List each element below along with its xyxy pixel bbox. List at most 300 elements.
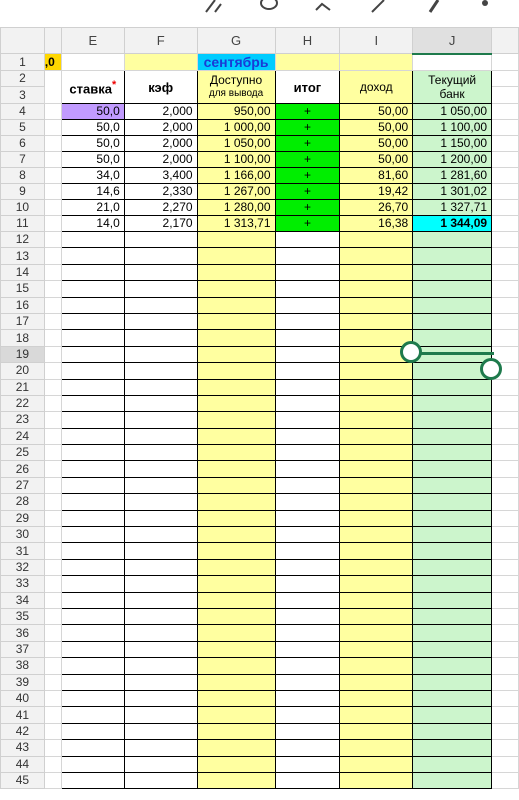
cell-k[interactable] [492, 707, 519, 723]
bank-cell[interactable] [413, 772, 492, 788]
stake-cell[interactable] [61, 772, 124, 788]
coef-cell[interactable] [124, 641, 197, 657]
coef-cell[interactable] [124, 625, 197, 641]
result-cell[interactable] [275, 707, 340, 723]
cell-d[interactable] [44, 445, 61, 461]
cell-k[interactable] [492, 104, 519, 120]
stake-cell[interactable]: 50,0 [61, 104, 124, 120]
cell-d[interactable] [44, 707, 61, 723]
selection-start-handle[interactable] [400, 341, 422, 363]
result-header[interactable] [275, 71, 340, 104]
result-cell[interactable] [275, 379, 340, 395]
cell-d[interactable] [44, 120, 61, 136]
result-cell[interactable]: + [275, 152, 340, 168]
cell-k[interactable] [492, 658, 519, 674]
cell-k[interactable] [492, 168, 519, 184]
cell-k[interactable] [492, 412, 519, 428]
row-header[interactable]: 5 [1, 120, 45, 136]
row-header[interactable]: 31 [1, 543, 45, 559]
stake-cell[interactable] [61, 428, 124, 444]
available-cell[interactable]: 1 000,00 [197, 120, 275, 136]
lasso-icon[interactable] [258, 0, 280, 14]
coef-cell[interactable]: 2,000 [124, 120, 197, 136]
row-header[interactable]: 43 [1, 740, 45, 756]
available-cell[interactable] [197, 723, 275, 739]
result-cell[interactable] [275, 494, 340, 510]
bank-header[interactable] [413, 71, 492, 104]
cell-d[interactable] [44, 740, 61, 756]
cell-k[interactable] [492, 330, 519, 346]
bank-cell[interactable] [413, 313, 492, 329]
cell-d[interactable] [44, 281, 61, 297]
cell-k[interactable] [492, 120, 519, 136]
highlighter-icon[interactable] [424, 0, 446, 14]
income-cell[interactable] [340, 625, 413, 641]
bank-cell[interactable]: 1 150,00 [413, 136, 492, 152]
available-cell[interactable] [197, 313, 275, 329]
cell-k[interactable] [492, 625, 519, 641]
available-cell[interactable]: 1 050,00 [197, 136, 275, 152]
row-header[interactable]: 41 [1, 707, 45, 723]
column-header-i[interactable]: I [340, 28, 413, 54]
income-cell[interactable] [340, 477, 413, 493]
available-cell[interactable] [197, 232, 275, 248]
result-cell[interactable] [275, 445, 340, 461]
coef-cell[interactable]: 2,170 [124, 216, 197, 232]
income-cell[interactable] [340, 559, 413, 575]
coef-cell[interactable] [124, 740, 197, 756]
stake-cell[interactable] [61, 690, 124, 706]
available-cell[interactable] [197, 625, 275, 641]
cell-k[interactable] [492, 200, 519, 216]
column-header-h[interactable]: H [275, 28, 340, 54]
cell-d[interactable] [44, 168, 61, 184]
available-cell[interactable]: 1 280,00 [197, 200, 275, 216]
bank-cell[interactable] [413, 576, 492, 592]
coef-cell[interactable] [124, 510, 197, 526]
stake-cell[interactable] [61, 297, 124, 313]
result-cell[interactable] [275, 330, 340, 346]
cell-k[interactable] [492, 674, 519, 690]
bank-cell[interactable] [413, 641, 492, 657]
corner-cell[interactable] [1, 28, 45, 54]
cell-d[interactable] [44, 559, 61, 575]
row-header[interactable]: 18 [1, 330, 45, 346]
bank-cell[interactable]: 1 200,00 [413, 152, 492, 168]
result-cell[interactable] [275, 248, 340, 264]
available-cell[interactable]: 1 100,00 [197, 152, 275, 168]
available-cell[interactable] [197, 297, 275, 313]
cell-k[interactable] [492, 641, 519, 657]
bank-cell[interactable] [413, 543, 492, 559]
coef-cell[interactable]: 2,000 [124, 104, 197, 120]
row-header[interactable]: 40 [1, 690, 45, 706]
coef-cell[interactable] [124, 543, 197, 559]
coef-cell[interactable] [124, 756, 197, 772]
result-cell[interactable] [275, 313, 340, 329]
row-header[interactable]: 2 [1, 71, 45, 87]
stake-cell[interactable]: 21,0 [61, 200, 124, 216]
cell-d[interactable] [44, 494, 61, 510]
available-cell[interactable] [197, 658, 275, 674]
available-cell[interactable] [197, 510, 275, 526]
cell-d[interactable] [44, 461, 61, 477]
bank-cell[interactable]: 1 344,09 [413, 216, 492, 232]
stake-cell[interactable]: 14,0 [61, 216, 124, 232]
stake-cell[interactable] [61, 412, 124, 428]
cell-k[interactable] [492, 723, 519, 739]
row-header[interactable]: 19 [1, 346, 45, 362]
available-cell[interactable]: 1 313,71 [197, 216, 275, 232]
row-header[interactable]: 8 [1, 168, 45, 184]
coef-cell[interactable] [124, 428, 197, 444]
stake-cell[interactable] [61, 510, 124, 526]
pencil-icon[interactable] [368, 0, 390, 14]
result-cell[interactable] [275, 412, 340, 428]
result-cell[interactable] [275, 510, 340, 526]
stake-cell[interactable] [61, 346, 124, 362]
available-cell[interactable] [197, 363, 275, 379]
bank-cell[interactable] [413, 658, 492, 674]
stake-cell[interactable] [61, 264, 124, 280]
coef-cell[interactable] [124, 330, 197, 346]
available-cell[interactable] [197, 412, 275, 428]
cell-k[interactable] [492, 772, 519, 788]
stake-cell[interactable] [61, 658, 124, 674]
cell-d[interactable] [44, 136, 61, 152]
row-header[interactable]: 10 [1, 200, 45, 216]
cell-k[interactable] [492, 428, 519, 444]
coef-cell[interactable] [124, 559, 197, 575]
row-header[interactable]: 33 [1, 576, 45, 592]
cell-k[interactable] [492, 152, 519, 168]
month-label[interactable]: сентябрь [197, 54, 275, 71]
cell-d[interactable] [44, 412, 61, 428]
result-cell[interactable] [275, 625, 340, 641]
cell-d[interactable] [44, 297, 61, 313]
coef-header[interactable] [124, 71, 197, 104]
stake-cell[interactable] [61, 395, 124, 411]
stake-cell[interactable] [61, 527, 124, 543]
row-header[interactable]: 25 [1, 445, 45, 461]
row-header[interactable]: 39 [1, 674, 45, 690]
bank-cell[interactable] [413, 723, 492, 739]
income-cell[interactable] [340, 641, 413, 657]
coef-cell[interactable] [124, 379, 197, 395]
row-header[interactable]: 28 [1, 494, 45, 510]
available-cell[interactable]: 950,00 [197, 104, 275, 120]
cell-k[interactable] [492, 461, 519, 477]
stake-cell[interactable] [61, 281, 124, 297]
available-cell[interactable] [197, 756, 275, 772]
stake-cell[interactable] [61, 330, 124, 346]
cell-d[interactable] [44, 395, 61, 411]
stake-cell[interactable] [61, 608, 124, 624]
cell-k[interactable] [492, 510, 519, 526]
income-cell[interactable] [340, 248, 413, 264]
available-cell[interactable] [197, 559, 275, 575]
row-header[interactable]: 1 [1, 54, 45, 71]
row-header[interactable]: 17 [1, 313, 45, 329]
cell-d[interactable] [44, 248, 61, 264]
stake-cell[interactable]: 34,0 [61, 168, 124, 184]
coef-cell[interactable] [124, 658, 197, 674]
stake-cell[interactable] [61, 756, 124, 772]
result-cell[interactable] [275, 608, 340, 624]
cell-d[interactable] [44, 690, 61, 706]
bank-cell[interactable]: 1 281,60 [413, 168, 492, 184]
column-header-g[interactable]: G [197, 28, 275, 54]
row-header[interactable]: 26 [1, 461, 45, 477]
bank-cell[interactable] [413, 264, 492, 280]
income-cell[interactable]: 50,00 [340, 120, 413, 136]
cell-d[interactable] [44, 264, 61, 280]
row-header[interactable]: 11 [1, 216, 45, 232]
cell-k[interactable] [492, 592, 519, 608]
income-cell[interactable] [340, 772, 413, 788]
stake-cell[interactable]: 50,0 [61, 120, 124, 136]
bank-cell[interactable] [413, 756, 492, 772]
row-header[interactable]: 21 [1, 379, 45, 395]
available-cell[interactable] [197, 428, 275, 444]
cell-d[interactable] [44, 641, 61, 657]
available-header[interactable] [197, 71, 275, 104]
row-header[interactable]: 42 [1, 723, 45, 739]
row-header[interactable]: 4 [1, 104, 45, 120]
result-cell[interactable] [275, 232, 340, 248]
bank-cell[interactable] [413, 379, 492, 395]
income-cell[interactable] [340, 281, 413, 297]
bank-cell[interactable] [413, 395, 492, 411]
cell-k[interactable] [492, 184, 519, 200]
bank-cell[interactable] [413, 690, 492, 706]
coef-cell[interactable] [124, 281, 197, 297]
stake-cell[interactable] [61, 723, 124, 739]
result-cell[interactable] [275, 461, 340, 477]
income-cell[interactable]: 50,00 [340, 104, 413, 120]
available-cell[interactable] [197, 772, 275, 788]
income-cell[interactable]: 26,70 [340, 200, 413, 216]
income-cell[interactable] [340, 723, 413, 739]
income-cell[interactable] [340, 264, 413, 280]
result-cell[interactable] [275, 281, 340, 297]
bank-cell[interactable] [413, 510, 492, 526]
income-cell[interactable] [340, 412, 413, 428]
cell-d[interactable] [44, 608, 61, 624]
coef-cell[interactable] [124, 772, 197, 788]
cell-d[interactable] [44, 184, 61, 200]
bank-cell[interactable] [413, 445, 492, 461]
bank-cell[interactable]: 1 301,02 [413, 184, 492, 200]
result-cell[interactable] [275, 477, 340, 493]
stake-cell[interactable] [61, 707, 124, 723]
available-cell[interactable] [197, 248, 275, 264]
income-cell[interactable] [340, 608, 413, 624]
coef-cell[interactable] [124, 576, 197, 592]
result-cell[interactable] [275, 641, 340, 657]
cell-d[interactable] [44, 346, 61, 362]
coef-cell[interactable] [124, 248, 197, 264]
coef-cell[interactable] [124, 674, 197, 690]
stake-cell[interactable] [61, 363, 124, 379]
cell-e1[interactable] [61, 54, 124, 71]
income-cell[interactable] [340, 494, 413, 510]
pen-icon[interactable] [203, 0, 225, 14]
bank-cell[interactable] [413, 707, 492, 723]
stake-cell[interactable] [61, 248, 124, 264]
bank-cell[interactable] [413, 248, 492, 264]
shape-icon[interactable] [312, 0, 334, 14]
income-cell[interactable] [340, 428, 413, 444]
row-header[interactable]: 44 [1, 756, 45, 772]
row-header[interactable]: 35 [1, 608, 45, 624]
stake-cell[interactable] [61, 461, 124, 477]
bank-cell[interactable] [413, 608, 492, 624]
stake-cell[interactable]: 50,0 [61, 152, 124, 168]
stake-cell[interactable] [61, 592, 124, 608]
coef-cell[interactable]: 2,000 [124, 136, 197, 152]
bank-cell[interactable] [413, 232, 492, 248]
cell-d[interactable] [44, 527, 61, 543]
income-cell[interactable]: 16,38 [340, 216, 413, 232]
cell-d[interactable] [44, 379, 61, 395]
cell-d[interactable] [44, 625, 61, 641]
row-header[interactable]: 3 [1, 87, 45, 104]
income-cell[interactable] [340, 543, 413, 559]
cell-d2[interactable] [44, 71, 61, 104]
cell-k[interactable] [492, 136, 519, 152]
result-cell[interactable]: + [275, 120, 340, 136]
cell-d[interactable] [44, 152, 61, 168]
cell-d[interactable] [44, 510, 61, 526]
row-header[interactable]: 14 [1, 264, 45, 280]
coef-cell[interactable] [124, 264, 197, 280]
row-header[interactable]: 45 [1, 772, 45, 788]
available-cell[interactable] [197, 592, 275, 608]
cell-d[interactable] [44, 363, 61, 379]
result-cell[interactable]: + [275, 168, 340, 184]
income-cell[interactable] [340, 313, 413, 329]
row-header[interactable]: 9 [1, 184, 45, 200]
bank-cell[interactable] [413, 625, 492, 641]
coef-cell[interactable] [124, 297, 197, 313]
income-cell[interactable] [340, 510, 413, 526]
cell-k[interactable] [492, 576, 519, 592]
coef-cell[interactable] [124, 723, 197, 739]
result-cell[interactable] [275, 346, 340, 362]
income-cell[interactable] [340, 232, 413, 248]
column-header-j[interactable]: J [413, 28, 492, 54]
available-cell[interactable] [197, 608, 275, 624]
cell-k[interactable] [492, 216, 519, 232]
stake-cell[interactable] [61, 576, 124, 592]
income-cell[interactable] [340, 592, 413, 608]
result-cell[interactable] [275, 756, 340, 772]
income-cell[interactable] [340, 297, 413, 313]
available-cell[interactable] [197, 330, 275, 346]
cell-k[interactable] [492, 543, 519, 559]
available-cell[interactable] [197, 641, 275, 657]
coef-cell[interactable] [124, 690, 197, 706]
result-cell[interactable] [275, 264, 340, 280]
stake-cell[interactable] [61, 494, 124, 510]
income-cell[interactable]: 50,00 [340, 152, 413, 168]
column-header-d[interactable] [44, 28, 61, 54]
coef-cell[interactable] [124, 412, 197, 428]
result-cell[interactable]: + [275, 200, 340, 216]
cell-k[interactable] [492, 559, 519, 575]
cell-k[interactable] [492, 248, 519, 264]
result-cell[interactable] [275, 592, 340, 608]
result-cell[interactable]: + [275, 216, 340, 232]
row-header[interactable]: 20 [1, 363, 45, 379]
row-header[interactable]: 22 [1, 395, 45, 411]
result-cell[interactable] [275, 740, 340, 756]
cell-d[interactable] [44, 200, 61, 216]
cell-k[interactable] [492, 313, 519, 329]
cell-k[interactable] [492, 477, 519, 493]
cell-d[interactable] [44, 756, 61, 772]
coef-cell[interactable]: 3,400 [124, 168, 197, 184]
cell-d1[interactable]: ,0 [44, 54, 61, 71]
cell-k[interactable] [492, 756, 519, 772]
available-cell[interactable] [197, 379, 275, 395]
cell-k[interactable] [492, 232, 519, 248]
result-cell[interactable]: + [275, 104, 340, 120]
stake-cell[interactable] [61, 379, 124, 395]
coef-cell[interactable] [124, 608, 197, 624]
cell-d[interactable] [44, 658, 61, 674]
cell-d[interactable] [44, 216, 61, 232]
row-header[interactable]: 24 [1, 428, 45, 444]
row-header[interactable]: 37 [1, 641, 45, 657]
cell-d[interactable] [44, 723, 61, 739]
cell-k1[interactable] [492, 54, 519, 71]
row-header[interactable]: 34 [1, 592, 45, 608]
bank-cell[interactable] [413, 297, 492, 313]
bank-cell[interactable] [413, 330, 492, 346]
income-cell[interactable] [340, 445, 413, 461]
cell-k[interactable] [492, 527, 519, 543]
bank-cell[interactable] [413, 412, 492, 428]
cell-k[interactable] [492, 445, 519, 461]
income-cell[interactable] [340, 690, 413, 706]
available-cell[interactable] [197, 674, 275, 690]
available-cell[interactable] [197, 527, 275, 543]
result-cell[interactable] [275, 428, 340, 444]
row-header[interactable]: 16 [1, 297, 45, 313]
bank-cell[interactable]: 1 327,71 [413, 200, 492, 216]
available-cell[interactable]: 1 166,00 [197, 168, 275, 184]
available-cell[interactable] [197, 740, 275, 756]
result-cell[interactable] [275, 363, 340, 379]
coef-cell[interactable]: 2,270 [124, 200, 197, 216]
cell-d[interactable] [44, 313, 61, 329]
row-header[interactable]: 23 [1, 412, 45, 428]
income-cell[interactable] [340, 658, 413, 674]
available-cell[interactable] [197, 690, 275, 706]
coef-cell[interactable] [124, 313, 197, 329]
bank-cell[interactable]: 1 100,00 [413, 120, 492, 136]
cell-k[interactable] [492, 281, 519, 297]
income-cell[interactable] [340, 674, 413, 690]
bank-cell[interactable] [413, 527, 492, 543]
available-cell[interactable] [197, 576, 275, 592]
cell-d[interactable] [44, 330, 61, 346]
result-cell[interactable] [275, 543, 340, 559]
cell-k[interactable] [492, 395, 519, 411]
available-cell[interactable] [197, 461, 275, 477]
